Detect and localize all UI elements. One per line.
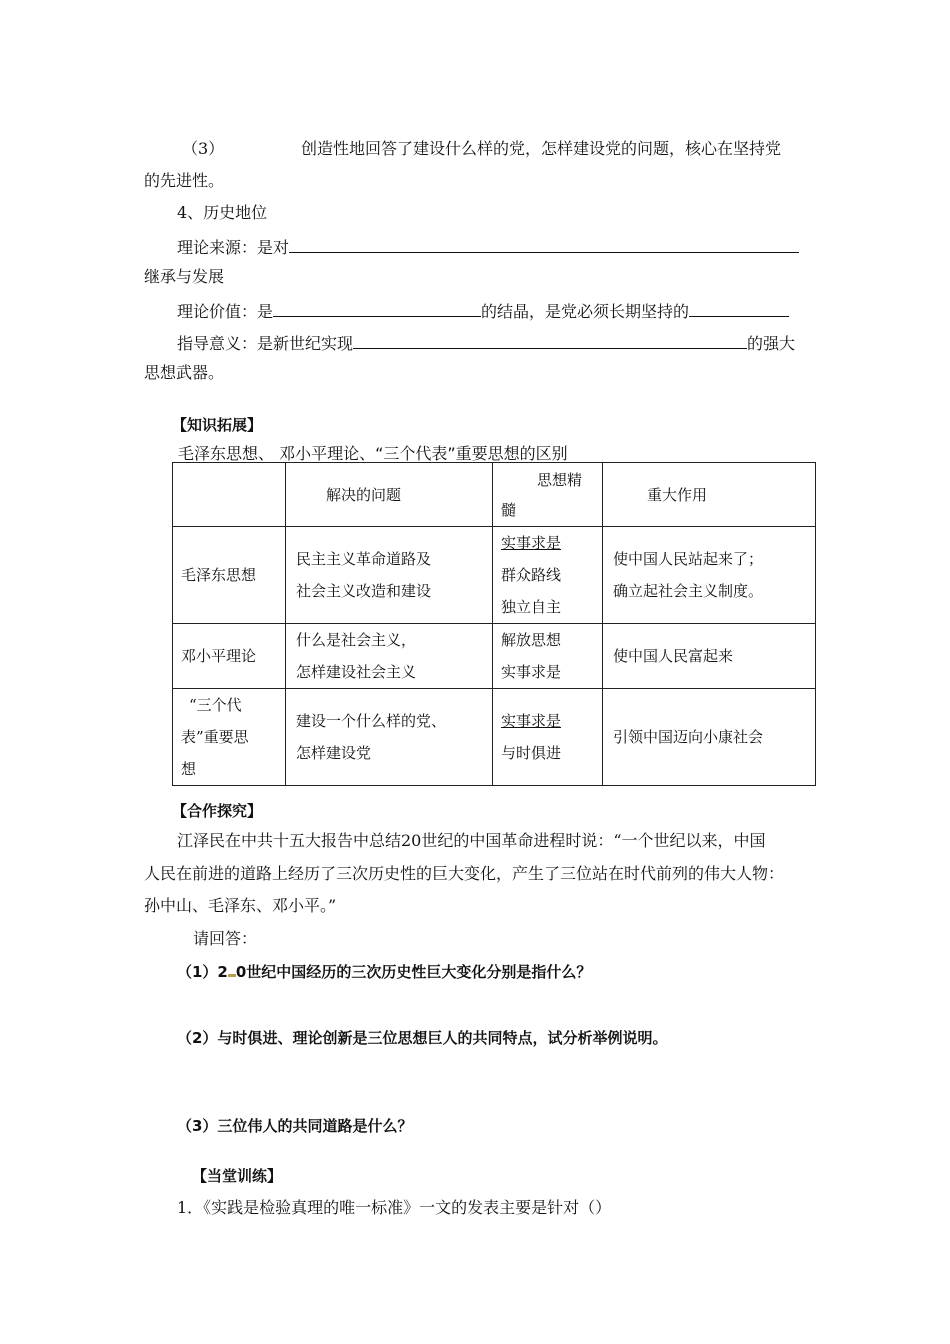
row-problem: 什么是社会主义， 怎样建设社会主义	[286, 624, 493, 689]
table-title: 毛泽东思想、 邓小平理论、“三个代表”重要思想的区别	[178, 444, 568, 463]
cooperation-para-3: 孙中山、毛泽东、邓小平。”	[144, 896, 337, 915]
row-role: 使中国人民站起来了； 确立起社会主义制度。	[603, 527, 816, 624]
row-name: 毛泽东思想	[173, 527, 286, 624]
item3-text: 创造性地回答了建设什么样的党，怎样建设党的问题，核心在坚持党	[301, 139, 782, 158]
guide-label: 指导意义：是新世纪实现	[177, 334, 354, 353]
source-continuation: 继承与发展	[144, 267, 225, 286]
row-essence: 实事求是 群众路线 独立自主	[493, 527, 603, 624]
table-row	[173, 624, 816, 689]
row-role: 使中国人民富起来	[603, 624, 816, 689]
header-problem: 解决的问题	[286, 463, 493, 527]
answer-prompt: 请回答：	[193, 929, 258, 948]
header-essence: 思想精 髓	[493, 463, 603, 527]
header-role: 重大作用	[603, 463, 816, 527]
source-blank[interactable]	[289, 235, 799, 253]
cooperation-para-2: 人民在前进的道路上经历了三次历史性的巨大变化，产生了三位站在时代前列的伟大人物：	[144, 864, 785, 883]
value-label: 理论价值：是	[177, 302, 274, 321]
guide-line	[177, 331, 795, 354]
question-1: （1）2 0世纪中国经历的三次历史性巨大变化分别是指什么？	[177, 963, 592, 981]
table-header-row	[173, 463, 816, 527]
comparison-table	[172, 462, 816, 786]
value-blank-1[interactable]	[273, 299, 481, 317]
row-role: 引领中国迈向小康社会	[603, 689, 816, 786]
guide-blank[interactable]	[353, 331, 747, 349]
value-blank-2[interactable]	[689, 299, 789, 317]
training-question-1: 1．《实践是检验真理的唯一标准》一文的发表主要是针对（）	[177, 1198, 612, 1217]
history-heading: 4、历史地位	[177, 203, 268, 222]
row-name: 邓小平理论	[173, 624, 286, 689]
row-problem: 民主主义革命道路及 社会主义改造和建设	[286, 527, 493, 624]
table-row	[173, 527, 816, 624]
training-heading: 【当堂训练】	[192, 1167, 283, 1185]
item3-number: （3）	[182, 139, 225, 158]
header-empty	[173, 463, 286, 527]
question-2: （2）与时俱进、理论创新是三位思想巨人的共同特点，试分析举例说明。	[177, 1029, 668, 1047]
cooperation-heading: 【合作探究】	[172, 802, 263, 820]
question-3: （3）三位伟人的共同道路是什么？	[177, 1117, 413, 1135]
guide-end: 的强大	[747, 334, 796, 353]
cursor-mark	[228, 970, 236, 977]
row-problem: 建设一个什么样的党、 怎样建设党	[286, 689, 493, 786]
row-name: “三个代 表”重要思 想	[173, 689, 286, 786]
cooperation-para-1: 江泽民在中共十五大报告中总结20世纪的中国革命进程时说：“一个世纪以来，中国	[177, 831, 766, 850]
row-essence: 解放思想 实事求是	[493, 624, 603, 689]
row-essence: 实事求是 与时俱进	[493, 689, 603, 786]
guide-continuation: 思想武器。	[144, 363, 225, 382]
item3-continuation: 的先进性。	[144, 171, 225, 190]
extension-heading: 【知识拓展】	[172, 416, 263, 434]
source-label: 理论来源：是对	[177, 238, 290, 257]
value-line	[177, 299, 789, 322]
table-row	[173, 689, 816, 786]
source-line	[177, 235, 799, 258]
value-mid: 的结晶，是党必须长期坚持的	[481, 302, 690, 321]
